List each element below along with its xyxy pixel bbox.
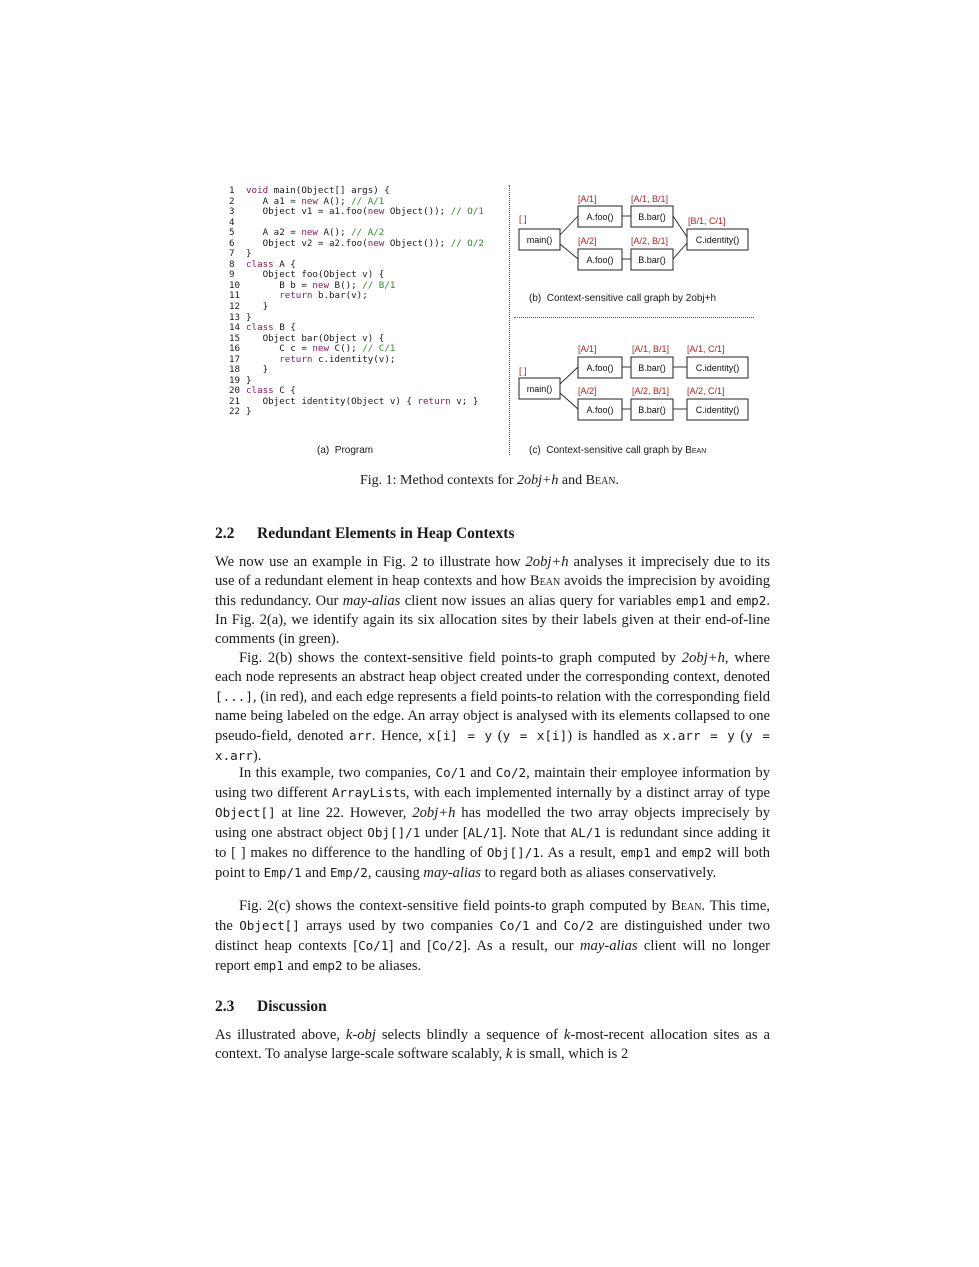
code-line xyxy=(229,365,509,376)
paragraph-3 xyxy=(215,763,770,884)
context-label: [A/1] xyxy=(578,344,597,354)
call-edge xyxy=(673,243,687,259)
emphasis: 2obj+h xyxy=(412,805,456,822)
inline-code: y = x.arr xyxy=(215,728,770,764)
context-label: [A/1] xyxy=(578,194,597,204)
code-text: Object()); xyxy=(384,237,451,249)
call-graph-2objh xyxy=(515,188,765,278)
text-run: and xyxy=(529,918,564,935)
code-line xyxy=(229,302,509,313)
code-keyword: new xyxy=(367,206,385,218)
text-run: and xyxy=(650,845,682,862)
line-number: 13 xyxy=(229,311,241,323)
line-number: 11 xyxy=(229,290,241,302)
inline-code: Co/2 xyxy=(431,938,463,954)
inline-code: Co/2 xyxy=(495,765,527,780)
text-run: In this example, two companies, xyxy=(239,765,436,781)
program-listing xyxy=(229,186,509,418)
code-keyword: void xyxy=(246,185,269,196)
text-run: and xyxy=(301,865,330,882)
text-run: to regard both as aliases conservatively. xyxy=(480,865,717,882)
inline-code: AL/1 xyxy=(570,825,601,841)
code-text: A a1 = xyxy=(246,195,302,207)
line-number: 12 xyxy=(229,301,241,313)
text-run: arrays used by two companies xyxy=(299,918,500,935)
text-run: is redundant since adding it to [ ] makes no difference to the handling of xyxy=(215,825,771,862)
text-run: will both point to xyxy=(215,845,770,882)
code-keyword: class xyxy=(246,322,274,334)
code-text: b.bar(v); xyxy=(312,290,368,302)
inline-code: Co/1 xyxy=(499,918,530,934)
line-number: 8 xyxy=(229,258,235,270)
inline-code: Obj[]/1 xyxy=(486,845,540,861)
inline-code: emp1 xyxy=(253,958,284,974)
code-comment: // A/2 xyxy=(351,227,385,239)
subcaption-a: (a) Program xyxy=(317,445,374,456)
code-line xyxy=(229,397,509,408)
text-run: avoids the imprecision by avoiding this redundancy. Our xyxy=(215,573,770,610)
line-number: 2 xyxy=(229,195,235,207)
emphasis: may-alias xyxy=(342,593,401,610)
text-run: and xyxy=(706,593,736,610)
code-keyword: class xyxy=(246,385,274,397)
subcaption-c: (c) Context-sensitive call graph by Bean xyxy=(529,445,707,456)
text-run: client will no longer report xyxy=(215,938,771,975)
code-line xyxy=(229,239,509,250)
code-comment: // O/1 xyxy=(450,206,484,218)
node-label: C.identity() xyxy=(695,363,740,373)
code-line xyxy=(229,407,509,418)
code-comment: // C/1 xyxy=(362,343,396,355)
context-label: [A/2, C/1] xyxy=(687,386,725,396)
code-text: Object v1 = a1.foo( xyxy=(246,206,368,218)
emphasis: k xyxy=(505,1046,513,1063)
code-text: C c = xyxy=(246,343,313,355)
context-label: [ ] xyxy=(519,366,527,376)
figure-1 xyxy=(0,0,979,500)
text-run: to be aliases. xyxy=(342,958,422,975)
inline-code: emp1 xyxy=(675,593,707,609)
code-comment: // O/2 xyxy=(450,237,484,249)
context-label: [A/1, B/1] xyxy=(632,344,670,354)
code-keyword: class xyxy=(246,258,274,270)
node-label: main() xyxy=(526,235,553,245)
code-keyword: return xyxy=(279,290,313,302)
code-text: C { xyxy=(273,385,296,397)
emphasis: 2obj+h xyxy=(525,554,569,570)
text-run: ) is handled as xyxy=(567,728,663,745)
node-label: main() xyxy=(526,384,553,394)
text-run: , where each node represents an abstract heap object created under the corresponding context, denoted xyxy=(215,650,771,686)
text-run: at line 22. However, xyxy=(275,805,413,822)
line-number: 5 xyxy=(229,227,235,239)
inline-code: Co/2 xyxy=(563,918,594,934)
code-text: A a2 = xyxy=(246,227,302,239)
code-text: Object v2 = a2.foo( xyxy=(246,237,368,249)
node-label: B.bar() xyxy=(638,212,666,222)
inline-code: Object[] xyxy=(239,918,300,934)
node-label: B.bar() xyxy=(638,405,666,415)
context-label: [A/2, B/1] xyxy=(632,386,670,396)
inline-code: emp2 xyxy=(736,593,767,609)
line-number: 16 xyxy=(229,343,241,355)
code-text: A { xyxy=(273,258,296,270)
emphasis: may-alias xyxy=(580,938,638,955)
inline-code: Emp/2 xyxy=(329,865,368,881)
context-label: [ ] xyxy=(519,214,527,224)
node-label: A.foo() xyxy=(586,405,614,415)
context-label: [A/2] xyxy=(578,386,597,396)
text-run: client now issues an alias query for variables xyxy=(400,593,676,610)
call-edge xyxy=(560,216,578,235)
line-number: 14 xyxy=(229,322,241,334)
inline-code: Co/1 xyxy=(435,765,466,780)
emphasis: k xyxy=(563,1027,571,1043)
line-number: 7 xyxy=(229,248,235,260)
horizontal-divider xyxy=(514,317,754,318)
code-text: C(); xyxy=(329,343,363,355)
code-keyword: return xyxy=(279,353,313,365)
line-number: 19 xyxy=(229,374,241,386)
text-run: We now use an example in Fig. 2 to illustrate how xyxy=(215,554,526,570)
call-edge xyxy=(673,216,687,237)
text-run: ( xyxy=(492,728,503,745)
subcaption-b: (b) Context-sensitive call graph by 2obj+h xyxy=(529,293,717,304)
inline-code: y = x[i] xyxy=(502,728,568,744)
line-number: 20 xyxy=(229,385,241,397)
section-heading-2-3: 2.3 Discussion xyxy=(215,998,327,1015)
node-label: B.bar() xyxy=(638,255,666,265)
emphasis: 2obj+h xyxy=(681,650,725,666)
text-run: ( xyxy=(734,728,746,745)
line-number: 21 xyxy=(229,395,241,407)
code-keyword: new xyxy=(301,195,318,207)
tool-name: Bean xyxy=(671,898,702,914)
text-run: . This time, the xyxy=(215,898,770,935)
text-run: . In Fig. 2(a), we identify again its six allocation sites by their labels given at their end-of-line comments (in green). xyxy=(215,593,770,648)
line-number: 3 xyxy=(229,206,235,218)
text-run: selects blindly a sequence of xyxy=(375,1027,564,1043)
code-comment: // A/1 xyxy=(351,195,385,207)
node-label: A.foo() xyxy=(586,363,614,373)
code-keyword: new xyxy=(301,227,318,239)
line-number: 4 xyxy=(229,216,235,228)
node-label: C.identity() xyxy=(695,235,740,245)
code-text: v; } xyxy=(450,395,479,407)
emphasis: may-alias xyxy=(423,865,481,882)
call-graph-bean xyxy=(515,340,765,430)
paragraph-5 xyxy=(215,1026,770,1064)
inline-code: arr xyxy=(349,728,372,744)
emphasis: k-obj xyxy=(345,1027,376,1043)
code-line xyxy=(229,355,509,366)
text-run: ] and [ xyxy=(388,938,432,955)
context-label: [A/2] xyxy=(578,236,597,246)
call-edge xyxy=(560,393,578,409)
text-run: are distinguished under two distinct heap contexts [ xyxy=(215,918,770,955)
code-line xyxy=(229,291,509,302)
code-text: } xyxy=(246,374,252,386)
inline-code: Object[] xyxy=(215,805,276,821)
code-text: A(); xyxy=(317,195,352,207)
line-number: 1 xyxy=(229,185,235,196)
code-text: Object bar(Object v) { xyxy=(246,332,385,344)
line-number: 22 xyxy=(229,406,241,418)
context-label: [A/1, C/1] xyxy=(687,344,725,354)
node-label: C.identity() xyxy=(695,405,740,415)
code-text: main(Object[] args) { xyxy=(268,185,390,196)
code-text: } xyxy=(246,364,269,376)
text-run: Fig. 2(b) shows the context-sensitive field points-to graph computed by xyxy=(239,650,682,666)
line-number: 17 xyxy=(229,353,241,365)
code-text: } xyxy=(246,311,252,323)
code-line xyxy=(229,207,509,218)
code-comment: // B/1 xyxy=(362,279,396,291)
text-run: and xyxy=(465,765,496,781)
inline-code: Obj[]/1 xyxy=(367,825,421,841)
code-text: B(); xyxy=(329,279,363,291)
node-label: B.bar() xyxy=(638,363,666,373)
text-run: , causing xyxy=(367,865,424,882)
code-text: Object()); xyxy=(384,206,451,218)
paragraph-4 xyxy=(215,897,770,976)
text-run: ]. Note that xyxy=(498,825,571,842)
line-number: 10 xyxy=(229,279,241,291)
text-run: , (in red), and each edge represents a field points-to relation with the corresponding field name being labeled on the edge. An array object is analysed with its elements collapsed to one pseudo-field, denoted xyxy=(215,689,770,745)
context-label: [B/1, C/1] xyxy=(688,216,726,226)
node-label: A.foo() xyxy=(586,255,614,265)
inline-code: ArrayList xyxy=(331,785,401,801)
vertical-divider xyxy=(509,185,510,455)
text-run: under [ xyxy=(420,825,468,842)
inline-code: Emp/1 xyxy=(263,865,302,881)
text-run: Fig. 2(c) shows the context-sensitive field points-to graph computed by xyxy=(239,898,672,914)
text-run: -most-recent allocation sites as a context. To analyse large-scale software scalably, xyxy=(215,1027,770,1063)
text-run: is small, which is 2 xyxy=(512,1046,629,1063)
code-text: } xyxy=(246,248,252,260)
figure-caption: Fig. 1: Method contexts for 2obj+h and Bean. xyxy=(359,473,620,488)
inline-code: emp2 xyxy=(681,845,712,861)
code-text: B b = xyxy=(246,279,313,291)
text-run: , maintain their employee information by using two different xyxy=(215,765,771,802)
code-text xyxy=(246,290,279,301)
text-run: . As a result, xyxy=(539,845,621,862)
inline-code: [...] xyxy=(215,689,253,705)
tool-name: Bean xyxy=(529,573,561,590)
text-run: analyses it imprecisely due to its use of a redundant element in heap contexts and how xyxy=(215,554,771,590)
text-run: ]. As a result, our xyxy=(462,938,581,955)
code-keyword: return xyxy=(417,395,451,407)
inline-code: AL/1 xyxy=(467,825,498,841)
context-label: [A/2, B/1] xyxy=(631,236,669,246)
code-text: } xyxy=(246,406,252,418)
code-keyword: new xyxy=(312,279,329,291)
code-keyword: new xyxy=(367,237,385,249)
code-text: Object identity(Object v) { xyxy=(246,395,418,407)
text-run: s, with each implemented internally by a distinct array of type xyxy=(400,785,770,802)
inline-code: emp1 xyxy=(620,845,651,861)
text-run: As illustrated above, xyxy=(215,1027,346,1043)
text-run: and xyxy=(283,958,313,975)
paragraph-2 xyxy=(215,649,770,767)
inline-code: x[i] = y xyxy=(427,728,493,744)
call-edge xyxy=(560,367,578,384)
inline-code: emp2 xyxy=(312,958,343,974)
code-text xyxy=(246,354,279,365)
line-number: 15 xyxy=(229,332,241,344)
context-label: [A/1, B/1] xyxy=(631,194,669,204)
code-text: } xyxy=(246,301,269,313)
code-text: B { xyxy=(273,322,296,334)
code-text: Object foo(Object v) { xyxy=(246,269,385,281)
inline-code: Co/1 xyxy=(358,938,389,954)
text-run: . Hence, xyxy=(371,728,428,745)
line-number: 6 xyxy=(229,237,235,249)
inline-code: x.arr = y xyxy=(662,728,735,744)
code-keyword: new xyxy=(312,343,329,355)
text-run: has modelled the two array objects imprecisely by using one abstract object xyxy=(215,805,770,842)
code-text: A(); xyxy=(317,227,352,239)
call-edge xyxy=(560,244,578,259)
node-label: A.foo() xyxy=(586,212,614,222)
code-text: c.identity(v); xyxy=(312,353,396,365)
text-run: ). xyxy=(252,748,262,765)
line-number: 18 xyxy=(229,364,241,376)
line-number: 9 xyxy=(229,269,235,281)
paragraph-1 xyxy=(215,553,770,649)
section-heading-2-2: 2.2 Redundant Elements in Heap Contexts xyxy=(215,525,515,542)
